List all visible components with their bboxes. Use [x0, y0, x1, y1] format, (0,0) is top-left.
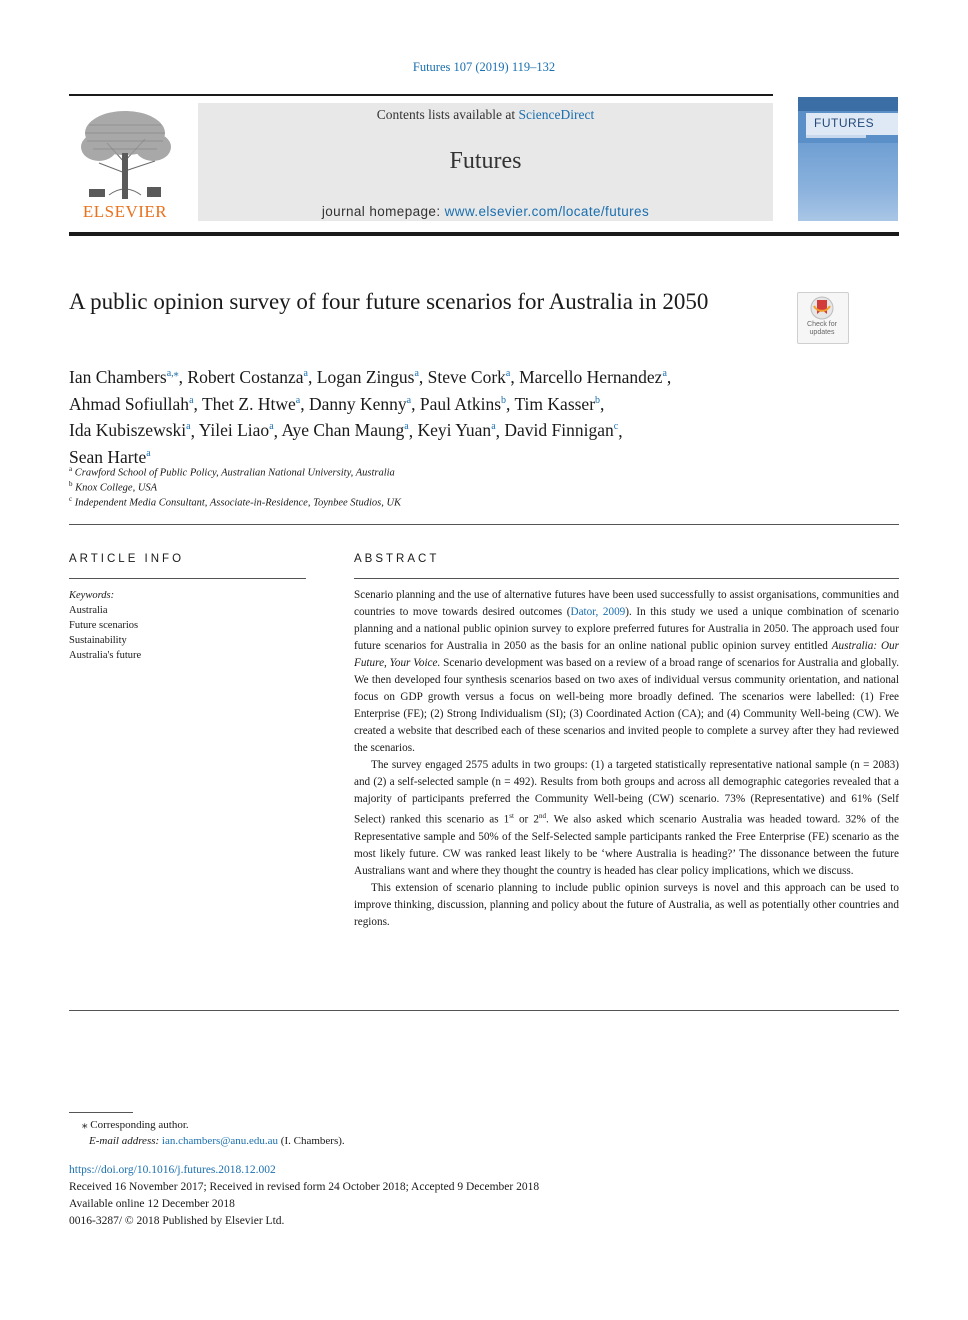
homepage-prefix: journal homepage: [321, 204, 445, 219]
author[interactable]: Tim Kasser$^b$ [514, 393, 601, 414]
section-divider [69, 524, 899, 525]
author-list: Ian Chambers$^{a,⁎}$, Robert Costanza$^a$, Logan Zingus$^a$, Steve Cork$^a$, Marcello Hernandez$^a$, Ahmad Sofiullah$^a$, Thet Z. Htwe$^a$, Danny Kenny$^a$, Paul Atkins$^b$, Tim Kasser$^b$, Ida Kubiszewski$^a$, Yilei Liao$^a$, Aye Chan Maung$^a$, Keyi Yuan$^a$, David Finnigan$^c$, Sean Harte$^a$ [69, 366, 672, 468]
author[interactable]: Keyi Yuan$^a$ [417, 420, 496, 441]
keyword: Sustainability [69, 635, 127, 646]
author[interactable]: Marcello Hernandez$^a$ [519, 366, 667, 387]
cover-top-band [798, 97, 898, 111]
article-title: A public opinion survey of four future scenarios for Australia in 2050 [69, 289, 709, 314]
keyword: Future scenarios [69, 620, 139, 631]
keywords-label: Keywords: [69, 590, 115, 601]
email-note: E-mail address: ian.chambers@anu.edu.au (I. Chambers). [89, 1135, 345, 1147]
affiliation: $^b$ Knox College, USA [69, 480, 158, 494]
abstract-heading: ABSTRACT [354, 553, 440, 565]
elsevier-wordmark: ELSEVIER [82, 202, 168, 221]
abstract-paragraph: This extension of scenario planning to include public opinion surveys is novel and this approach can be used to improve thinking, discussion, planning and policy about the future of Australia, as well as potentially other countries and regions. [354, 881, 899, 928]
contents-line [198, 107, 773, 123]
author[interactable]: Danny Kenny$^a$ [308, 393, 412, 414]
doi-link[interactable]: https://doi.org/10.1016/j.futures.2018.12.002 [69, 1164, 276, 1176]
abstract-end-rule [69, 1010, 899, 1011]
copyright: 0016-3287/ © 2018 Published by Elsevier Ltd. [69, 1215, 285, 1227]
author[interactable]: Yilei Liao$^a$ [198, 420, 274, 441]
keyword: Australia's future [69, 650, 142, 661]
author[interactable]: Ian Chambers$^{a,⁎}$ [69, 366, 179, 387]
homepage-link[interactable]: www.elsevier.com/locate/futures [444, 204, 650, 219]
affiliation: $^c$ Independent Media Consultant, Associate-in-Residence, Toynbee Studios, UK [69, 495, 402, 509]
author[interactable]: Thet Z. Htwe$^a$ [201, 393, 301, 414]
author[interactable]: Paul Atkins$^b$ [419, 393, 507, 414]
email-link[interactable]: ian.chambers@anu.edu.au [161, 1135, 279, 1147]
crossmark-icon [808, 296, 836, 322]
cover-title: FUTURES [814, 116, 875, 130]
online-date: Available online 12 December 2018 [69, 1198, 235, 1210]
footnote-rule [69, 1112, 133, 1113]
journal-citation[interactable]: Futures 107 (2019) 119–132 [412, 60, 556, 74]
abstract-paragraph: Scenario planning and the use of alternative futures have been used successfully to assist organisations, communities and countries to move towards desired outcomes (Dator, 2009). In this study we used a unique combination of scenario planning and a national public opinion survey to explore preferred futures for Australia in 2050. The approach used four future scenarios for Australia in 2050 as the basis for an online national public opinion survey entitled Australia: Our Future, Your Voice. Scenario development was based on a review of a broad range of scenarios for Australia and globally. We then developed four synthesis scenarios based on two axes of individual versus community orientation, and national focus on GDP growth versus a focus on well-being more broadly defined. The scenarios were labelled: (1) Free Enterprise (FE); (2) Strong Individualism (SI); (3) Coordinated Action (CA); and (4) Community Well-being (CW). We created a website that described each of these scenarios and invited people to complete a survey after they had reviewed the scenarios. [354, 589, 900, 754]
header-rule [69, 94, 773, 96]
author[interactable]: Ahmad Sofiullah$^a$ [69, 393, 194, 414]
cover-image [798, 143, 898, 221]
author[interactable]: Sean Harte$^a$ [69, 447, 151, 468]
abstract-rule [354, 578, 899, 579]
received-dates: Received 16 November 2017; Received in revised form 24 October 2018; Accepted 9 December 2018 [69, 1181, 540, 1193]
abstract-paragraph: The survey engaged 2575 adults in two groups: (1) a targeted statistically representative national sample (n = 2083) and (2) a self-selected sample (n = 492). Results from both groups and across all demographic categories revealed that a majority of participants preferred the Community Well-being (CW) scenario. 73% (Representative) and 61% (Self Select) ranked this scenario as 1st or 2nd. We also asked which scenario Australia was headed toward. 32% of the Representative sample and 50% of the Self-Selected sample participants ranked the Free Enterprise (FE) scenario as the most likely future. CW was ranked least likely to be ‘where Australia is heading?’ The dissonance between the future Australians want and where they thought the country is headed has clear policy implications, which we discuss. [354, 759, 899, 877]
author[interactable]: David Finnigan$^c$ [504, 420, 619, 441]
masthead-rule [69, 232, 899, 236]
author[interactable]: Aye Chan Maung$^a$ [281, 420, 409, 441]
corresponding-author-note: ⁎ Corresponding author. [82, 1119, 189, 1131]
journal-homepage [198, 204, 773, 219]
author[interactable]: Logan Zingus$^a$ [316, 366, 419, 387]
journal-cover[interactable] [798, 97, 898, 221]
abstract-body [354, 587, 899, 931]
cover-subtitle-line [806, 135, 866, 138]
article-info-heading: ARTICLE INFO [69, 553, 185, 565]
crossmark-label: Check for updates [807, 321, 837, 336]
contents-prefix: Contents lists available at [376, 107, 519, 122]
affiliation: $^a$ Crawford School of Public Policy, Australian National University, Australia [69, 465, 395, 479]
author[interactable]: Robert Costanza$^a$ [187, 366, 308, 387]
author[interactable]: Steve Cork$^a$ [427, 366, 511, 387]
author[interactable]: Ida Kubiszewski$^a$ [69, 420, 191, 441]
sciencedirect-link[interactable]: ScienceDirect [518, 107, 595, 122]
journal-title: Futures [449, 148, 522, 174]
keyword: Australia [69, 605, 108, 616]
citation-link-dator[interactable]: Dator, 2009 [570, 606, 626, 618]
article-info-rule [69, 578, 306, 579]
